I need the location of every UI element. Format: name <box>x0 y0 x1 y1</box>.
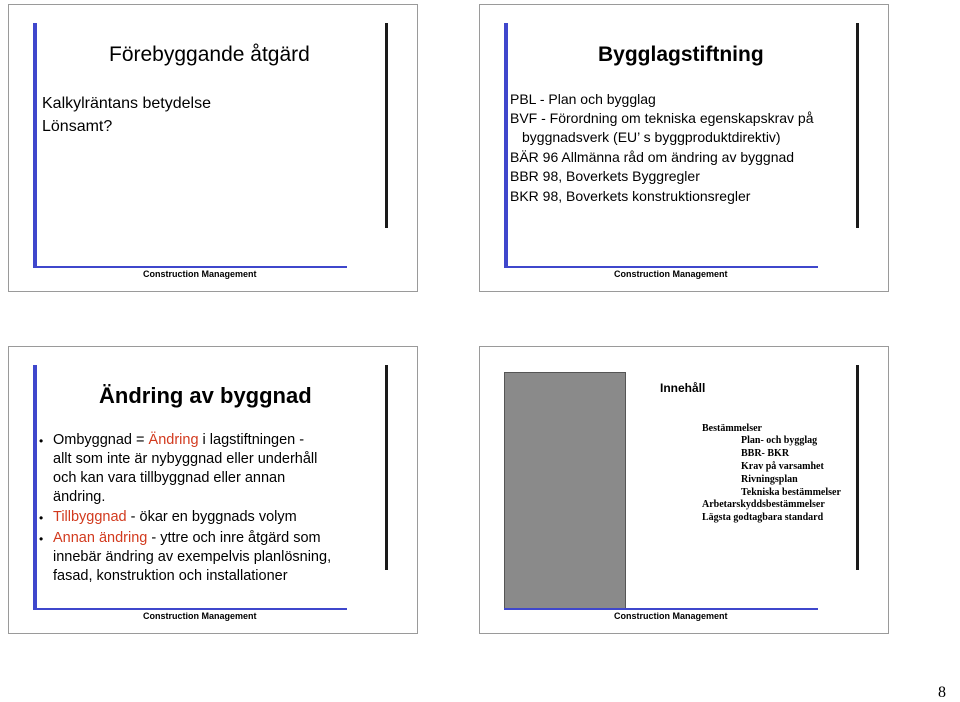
slide-accent-line <box>504 266 818 268</box>
slide-text-line: BVF - Förordning om tekniska egenskapskrav på <box>510 110 814 126</box>
bullet-line <box>53 530 321 546</box>
slide-text-line: byggnadsverk (EU’ s byggproduktdirektiv) <box>522 129 781 145</box>
bullet-dot: • <box>39 532 44 546</box>
bullet-dot: • <box>39 434 44 448</box>
toc-item: Arbetarskyddsbestämmelser <box>702 499 825 510</box>
slide-footer: Construction Management <box>143 611 257 621</box>
slide-text-line: PBL - Plan och bygglag <box>510 91 656 107</box>
slide-title: Innehåll <box>660 381 706 395</box>
gray-sidebar-panel <box>504 372 626 610</box>
toc-item: Rivningsplan <box>741 474 798 485</box>
slide-title: Förebyggande åtgärd <box>109 43 310 66</box>
bullet-line <box>53 509 297 525</box>
slide-footer: Construction Management <box>143 269 257 279</box>
highlight-term: Tillbyggnad <box>53 509 127 525</box>
slide-accent-bar <box>33 23 37 268</box>
highlight-term: Ändring <box>148 432 199 448</box>
bullet-cont: ändring. <box>53 489 106 505</box>
toc-item: Bestämmelser <box>702 423 762 434</box>
toc-item: Plan- och bygglag <box>741 435 818 446</box>
slide-text-line: BÄR 96 Allmänna råd om ändring av byggnad <box>510 149 795 165</box>
slide-accent-bar <box>504 23 508 268</box>
term: Ombyggnad <box>53 432 132 448</box>
toc-item: Tekniska bestämmelser <box>741 487 841 498</box>
highlight-term: Annan ändring <box>53 530 148 546</box>
slide-right-edge <box>385 365 388 570</box>
slide-footer: Construction Management <box>614 611 728 621</box>
slide-4 <box>479 346 889 634</box>
slide-accent-line <box>33 608 347 610</box>
bullet-rest: - ökar en byggnads volym <box>126 509 297 525</box>
slide-text-line: Lönsamt? <box>42 118 113 135</box>
slide-text-line: BBR 98, Boverkets Byggregler <box>510 168 700 184</box>
bullet-line <box>53 432 304 448</box>
toc-item: Lägsta godtagbara standard <box>702 512 824 523</box>
bullet-dot: • <box>39 511 44 525</box>
bullet-cont: allt som inte är nybyggnad eller underhåll <box>53 451 318 467</box>
bullet-cont: och kan vara tillbyggnad eller annan <box>53 470 286 486</box>
slide-title: Ändring av byggnad <box>99 383 312 408</box>
toc-item: Krav på varsamhet <box>741 461 824 472</box>
slide-right-edge <box>856 23 859 228</box>
slide-footer: Construction Management <box>614 269 728 279</box>
slide-title: Bygglagstiftning <box>598 43 764 66</box>
slide-text-line: Kalkylräntans betydelse <box>42 95 211 112</box>
bullet-rest: - yttre och inre åtgärd som <box>147 530 321 546</box>
slide-1 <box>8 4 418 292</box>
slide-2 <box>479 4 889 292</box>
slide-accent-line <box>504 608 818 610</box>
equals: = <box>132 432 149 448</box>
slide-right-edge <box>856 365 859 570</box>
slide-accent-bar <box>33 365 37 610</box>
slide-accent-line <box>33 266 347 268</box>
toc-item: BBR- BKR <box>741 448 790 459</box>
slide-text-line: BKR 98, Boverkets konstruktionsregler <box>510 188 751 204</box>
slide-right-edge <box>385 23 388 228</box>
slide-3 <box>8 346 418 634</box>
bullet-cont: fasad, konstruktion och installationer <box>53 568 288 584</box>
page-number: 8 <box>938 684 946 701</box>
bullet-cont: innebär ändring av exempelvis planlösning, <box>53 549 332 565</box>
bullet-rest: i lagstiftningen - <box>198 432 305 448</box>
